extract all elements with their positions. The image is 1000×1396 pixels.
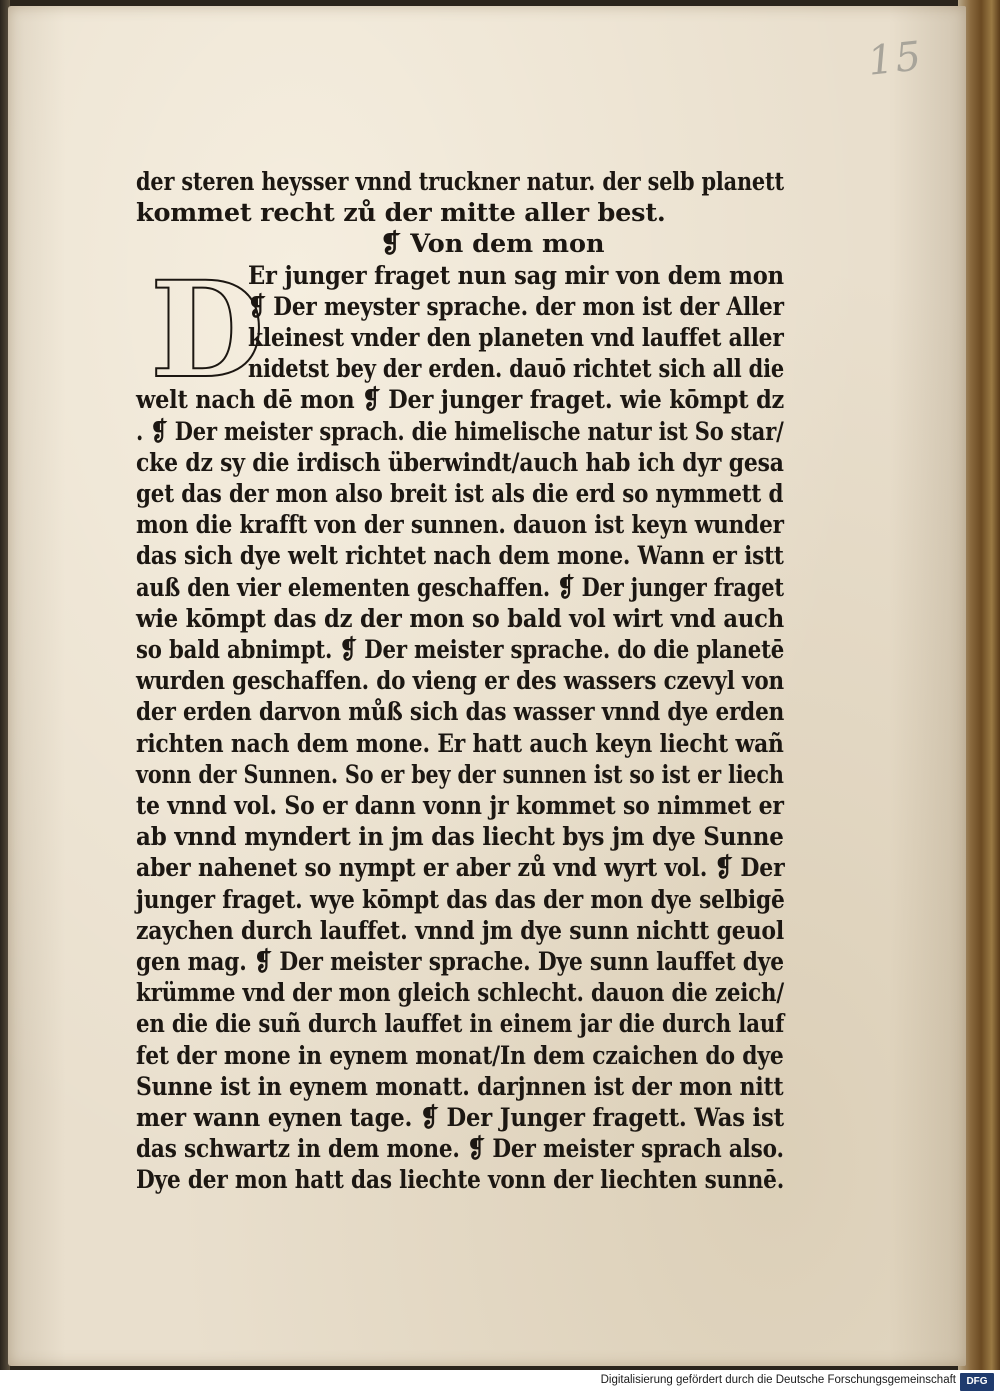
text-line: get das der mon also breit ist als die erd so nymmett d (136, 479, 784, 509)
text-line: cke dz sy die irdisch überwindt/auch hab ich dyr gesa (136, 447, 784, 478)
text-line: der erden darvon můß sich das wasser vnnd dye erden (136, 697, 785, 728)
dfg-logo: DFG (960, 1373, 994, 1391)
text-line: Er junger fraget nun sag mir von dem mon (248, 260, 784, 291)
decorated-initial (150, 252, 265, 408)
folio-number: 15 (865, 33, 926, 85)
text-line: welt nach dē mon ❡ Der junger fraget. wie kōmpt dz (136, 385, 785, 416)
text-line: kleinest vnder den planeten vnd lauffet aller (248, 323, 784, 353)
text-line: junger fraget. wye kōmpt das das der mon dye selbigē (136, 884, 785, 915)
text-line: zaychen durch lauffet. vnnd jm dye sunn nichtt geuol (136, 915, 785, 946)
text-line: vonn der Sunnen. So er bey der sunnen ist so ist er liech (136, 759, 784, 790)
text-line: en die die suñ durch lauffet in einem jar die durch lauf (136, 1009, 785, 1040)
initial-letter: D (150, 252, 265, 408)
text-line: fet der mone in eynem monat/In dem czaichen do dye (136, 1040, 784, 1071)
text-line: gen mag. ❡ Der meister sprache. Dye sunn lauffet dye (136, 947, 784, 977)
text-line: mon die krafft von der sunnen. dauon ist keyn wunder (136, 510, 784, 541)
text-line: wie kōmpt das dz der mon so bald vol wirt vnd auch (136, 603, 785, 634)
text-line: ab vnnd myndert in jm das liecht bys jm dye Sunne (136, 822, 784, 853)
text-line: das schwartz in dem mone. ❡ Der meister sprach also. (136, 1134, 784, 1165)
text-line: aber nahenet so nympt er aber zů vnd wyrt vol. ❡ Der (136, 853, 785, 884)
text-line: . ❡ Der meister sprach. die himelische natur ist So star/ (136, 416, 784, 447)
paper-page (8, 6, 966, 1366)
footer-bar (0, 1370, 1000, 1396)
text-line: richten nach dem mone. Er hatt auch keyn liecht wañ (136, 728, 784, 759)
text-line: der steren heysser vnnd truckner natur. der selb planett (136, 167, 784, 197)
text-line: mer wann eynen tage. ❡ Der Junger fragett. Was ist (136, 1103, 784, 1133)
text-line: krümme vnd der mon gleich schlecht. dauon die zeich/ (136, 978, 784, 1009)
text-line: ❡ Der meyster sprache. der mon ist der Aller (248, 291, 784, 322)
text-line: das sich dye welt richtet nach dem mone. Wann er istt (136, 541, 784, 572)
text-line: te vnnd vol. So er dann vonn jr kommet so nimmet er (136, 791, 784, 821)
section-heading: ❡ Von dem mon (380, 229, 605, 260)
text-line: Sunne ist in eynem monatt. darjnnen ist der mon nitt (136, 1071, 784, 1102)
text-line: Dye der mon hatt das liechte vonn der liechten sunnē. (136, 1165, 785, 1196)
text-line: kommet recht zů der mitte aller best. (136, 198, 666, 229)
text-line: auß den vier elementen geschaffen. ❡ Der junger fraget (136, 572, 784, 603)
funding-credit: Digitalisierung gefördert durch die Deutsche Forschungsgemeinschaft (600, 1374, 956, 1386)
text-line: so bald abnimpt. ❡ Der meister sprache. do die planetē (136, 635, 785, 665)
text-line: wurden geschaffen. do vieng er des wassers czevyl von (136, 666, 784, 697)
text-line: nidetst bey der erden. dauō richtet sich all die (248, 354, 785, 385)
